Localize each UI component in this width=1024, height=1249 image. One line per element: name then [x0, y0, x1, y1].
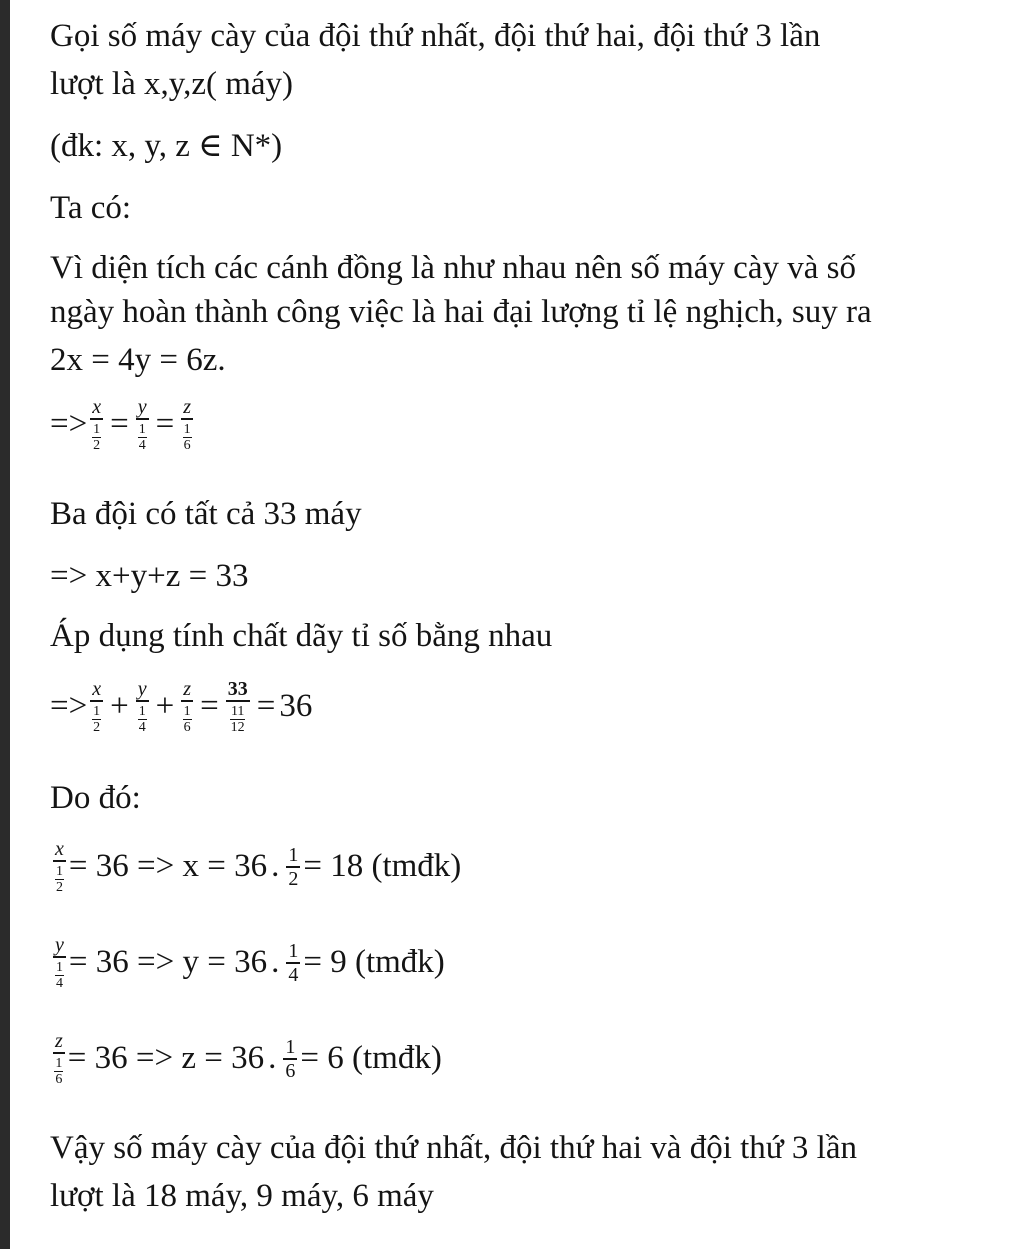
left-border-bar: [0, 0, 10, 1249]
fraction-x-half: x 1 2: [92, 396, 102, 453]
ratio-equation: => x 1 2 = y 1 4 = z 1 6: [50, 396, 192, 453]
fraction-y-quarter: y 1 4: [137, 396, 147, 453]
intro-line-1: Gọi số máy cày của đội thứ nhất, đội thứ hai, đội thứ 3 lần: [50, 18, 821, 54]
fraction-33-over-11-12: 33 11 12: [227, 678, 248, 735]
fraction-z-sixth: z 1 6: [183, 396, 192, 453]
equation-2x-4y-6z: 2x = 4y = 6z.: [50, 342, 226, 378]
sum-equation: => x+y+z = 33: [50, 558, 249, 594]
intro-line-2: lượt là x,y,z( máy): [50, 66, 294, 102]
total-machines-line: Ba đội có tất cả 33 máy: [50, 496, 362, 532]
reason-line-2: ngày hoàn thành công việc là hai đại lượng tỉ lệ nghịch, suy ra: [50, 294, 872, 330]
ta-co-line: Ta có:: [50, 190, 132, 226]
ratio-result: 36: [279, 688, 313, 724]
reason-line-1: Vì diện tích các cánh đồng là như nhau nên số máy cày và số: [50, 250, 856, 286]
ratio-sum-equation: => x 1 2 + y 1 4 + z 1 6 = 33 11 12 = 36: [50, 678, 313, 735]
condition-line: (đk: x, y, z ∈ N*): [50, 128, 283, 164]
implies-symbol: =>: [50, 406, 88, 442]
conclusion-line-1: Vậy số máy cày của đội thứ nhất, đội thứ hai và đội thứ 3 lần: [50, 1130, 857, 1166]
y-computation: y 1 4 = 36 => y = 36 . $\frac{1}{4}$ = 9 (tmđk): [55, 934, 445, 991]
x-computation: x 1 2 = 36 => x = 36 . $\frac{1}{2}$ = 18 (tmđk): [55, 838, 462, 895]
do-do-line: Do đó:: [50, 780, 141, 816]
property-line: Áp dụng tính chất dãy tỉ số bằng nhau: [50, 618, 553, 654]
conclusion-line-2: lượt là 18 máy, 9 máy, 6 máy: [50, 1178, 434, 1214]
z-computation: z 1 6 = 36 => z = 36 . $\frac{1}{6}$ = 6 (tmđk): [55, 1030, 442, 1087]
